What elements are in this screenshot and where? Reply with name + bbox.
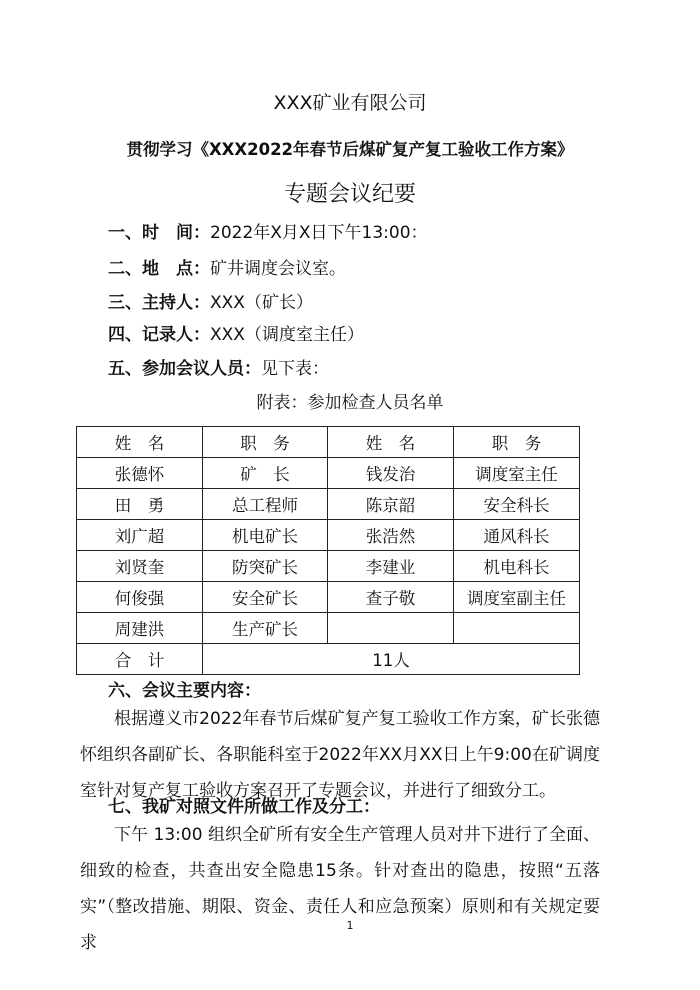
table-cell: 钱发治	[328, 458, 454, 489]
header-cell: 姓 名	[77, 427, 203, 458]
document-subtitle: 贯彻学习《XXX2022年春节后煤矿复产复工验收工作方案》	[126, 140, 574, 159]
item-value: XXX（调度室主任）	[210, 325, 364, 345]
item-place	[108, 254, 346, 279]
table-row	[77, 520, 580, 551]
table-cell: 何俊强	[77, 582, 203, 613]
table-row	[77, 551, 580, 582]
table-caption: 附表：参加检查人员名单	[256, 393, 444, 413]
page-number: 1	[346, 919, 354, 932]
table-cell: 刘贤奎	[77, 551, 203, 582]
table-cell: 周建洪	[77, 613, 203, 644]
table-cell: 通风科长	[454, 520, 580, 551]
table-cell: 生产矿长	[203, 613, 328, 644]
item-value: 矿井调度会议室。	[210, 259, 346, 279]
table-total-row	[77, 644, 580, 675]
section7-text: 下午 13:00 组织全矿所有安全生产管理人员对井下进行了全面、细致的检查，共查出安全隐患15条。针对查出的隐患，按照“五落实”（整改措施、期限、资金、责任人和应急预案）原则和有关规定要求	[80, 825, 600, 953]
item-label: 四、记录人：	[108, 325, 210, 345]
total-label: 合 计	[77, 644, 203, 675]
table-row	[77, 489, 580, 520]
table-cell	[328, 613, 454, 644]
total-value: 11人	[203, 644, 580, 675]
table-cell: 田 勇	[77, 489, 203, 520]
item-recorder	[108, 320, 364, 345]
document-title: 专题会议纪要	[283, 182, 416, 207]
table-cell: 查子敬	[328, 582, 454, 613]
table-row	[77, 613, 580, 644]
table-cell: 防突矿长	[203, 551, 328, 582]
company-name: XXX矿业有限公司	[273, 92, 427, 114]
table-cell: 机电科长	[454, 551, 580, 582]
item-label: 三、主持人：	[108, 293, 210, 313]
attendee-table	[76, 426, 580, 675]
table-row	[77, 458, 580, 489]
table-cell: 安全矿长	[203, 582, 328, 613]
table-cell: 安全科长	[454, 489, 580, 520]
item-label: 五、参加会议人员：	[108, 359, 261, 379]
table-cell: 刘广超	[77, 520, 203, 551]
table-cell	[454, 613, 580, 644]
section6-heading: 六、会议主要内容：	[108, 681, 261, 701]
table-cell: 矿 长	[203, 458, 328, 489]
section6-text: 根据遵义市2022年春节后煤矿复产复工验收工作方案，矿长张德怀组织各副矿长、各职能科室于2022年XX月XX日上午9:00在矿调度室针对复产复工验收方案召开了专题会议，并进行了细致分工。	[80, 709, 600, 801]
header-cell: 姓 名	[328, 427, 454, 458]
item-value: 见下表：	[261, 359, 329, 379]
table-cell: 总工程师	[203, 489, 328, 520]
table-cell: 机电矿长	[203, 520, 328, 551]
table-cell: 李建业	[328, 551, 454, 582]
item-value: XXX（矿长）	[210, 293, 313, 313]
item-attendees	[108, 354, 329, 379]
table-header-row	[77, 427, 580, 458]
section7-heading: 七、我矿对照文件所做工作及分工：	[108, 797, 380, 817]
table-cell: 张德怀	[77, 458, 203, 489]
table-cell: 调度室副主任	[454, 582, 580, 613]
table-cell: 陈京韶	[328, 489, 454, 520]
table-row	[77, 582, 580, 613]
item-label: 一、时 间：	[108, 223, 210, 243]
item-time	[108, 218, 428, 243]
item-value: 2022年X月X日下午13:00：	[210, 223, 428, 243]
header-cell: 职 务	[454, 427, 580, 458]
header-cell: 职 务	[203, 427, 328, 458]
table-cell: 调度室主任	[454, 458, 580, 489]
item-label: 二、地 点：	[108, 259, 210, 279]
item-host	[108, 288, 313, 313]
table-cell: 张浩然	[328, 520, 454, 551]
